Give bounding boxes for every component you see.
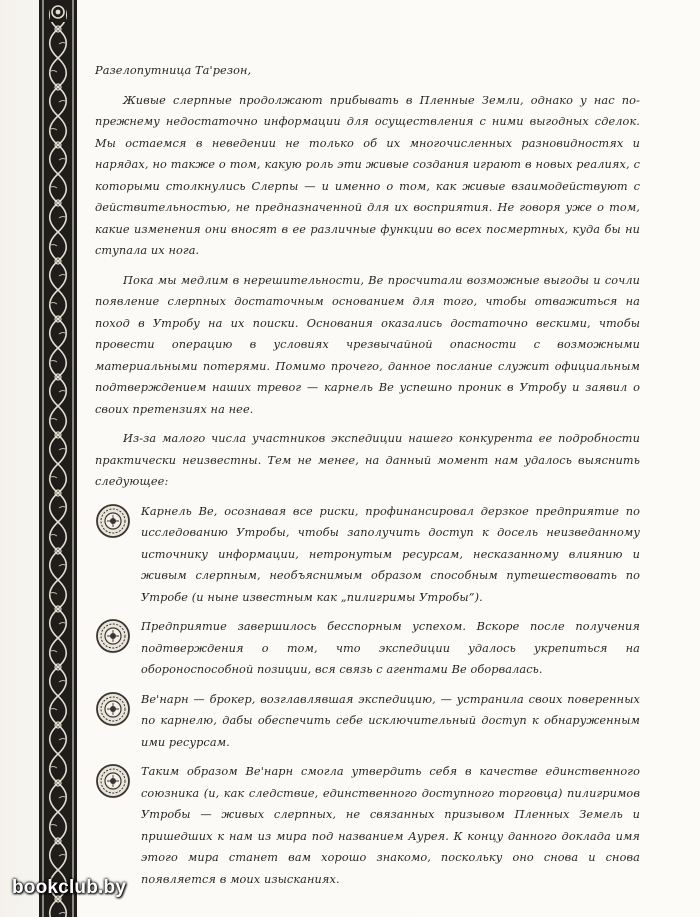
bullet-text-2: Предприятие завершилось бесспорным успехом. Вскоре после получения подтверждения о том, что экспедиции удалось укрепиться на обороноспособной позиции, вся связь с агентами Ве оборвалась. [141,620,640,676]
salutation: Разелопутница Та'резон, [95,64,252,77]
coin-medallion-icon [95,503,131,539]
bullet-text-1: Карнель Ве, осознавая все риски, профинансировал дерзкое предприятие по исследованию Утробы, чтобы заполучить доступ к досель неизведанному источнику информации, нетронутым ресурсам, несказанному влиянию и живым слерпным, необъяснимым образом способным путешествовать по Утробе (и ныне известным как „пилигримы Утробы”). [141,504,640,604]
coin-medallion-icon [95,618,131,654]
paragraph-2: Пока мы медлим в нерешительности, Ве просчитали возможные выгоды и сочли появление слерпных достаточным основанием для того, чтобы отважиться на поход в Утробу на их поиски. Основания оказались достаточно вескими, чтобы провести операцию в условиях чрезвычайной опасности с возможными материальными потерями. Помимо прочего, данное послание служит официальным подтверждением наших тревог — карнель Ве успешно проник в Утробу и заявил о своих претензиях на нее. [95,273,640,416]
ornamental-vine-border-icon [39,0,77,917]
paragraph-3: Из-за малого числа участников экспедиции нашего конкурента ее подробности практически неизвестны. Тем не менее, на данный момент нам удалось выяснить следующее: [95,432,640,488]
bullet-item-1 [95,501,640,609]
coin-medallion-icon [95,763,131,799]
coin-medallion-icon [95,691,131,727]
bullet-text-4: Таким образом Ве'нарн смогла утвердить себя в качестве единственного союзника (и, как следствие, единственного доступного торговца) пилигримов Утробы — живых слерпных, не связанных призывом Пленных Земель и пришедших к нам из мира под названием Аурея. К концу данного доклада имя этого мира станет вам хорошо знакомо, поскольку оно снова и снова появляется в моих изысканиях. [141,765,640,886]
bullet-text-3: Ве'нарн — брокер, возглавлявшая экспедицию, — устранила своих поверенных по карнелю, дабы обеспечить себе исключительный доступ к обнаруженным ими ресурсам. [141,692,640,749]
paragraph-1: Живые слерпные продолжают прибывать в Пленные Земли, однако у нас по-прежнему недостаточно информации для осуществления с ними выгодных сделок. Мы остаемся в неведении не только об их многочисленных разновидностях и нарядах, но также о том, какую роль эти живые создания играют в новых реалиях, с которыми столкнулись Слерпы — и именно о том, как живые взаимодействуют с действительностью, не предназначенной для их восприятия. Не говоря уже о том, какие изменения они вносят в ее различные функции во всех посмертных, куда бы ни ступала их нога. [95,93,640,257]
ornamental-border [39,0,77,917]
watermark-logo: bookclub.by [12,877,127,898]
bullet-item-3 [95,689,640,754]
bullet-item-4 [95,761,640,890]
bullet-item-2 [95,616,640,681]
letter-body [95,60,640,898]
